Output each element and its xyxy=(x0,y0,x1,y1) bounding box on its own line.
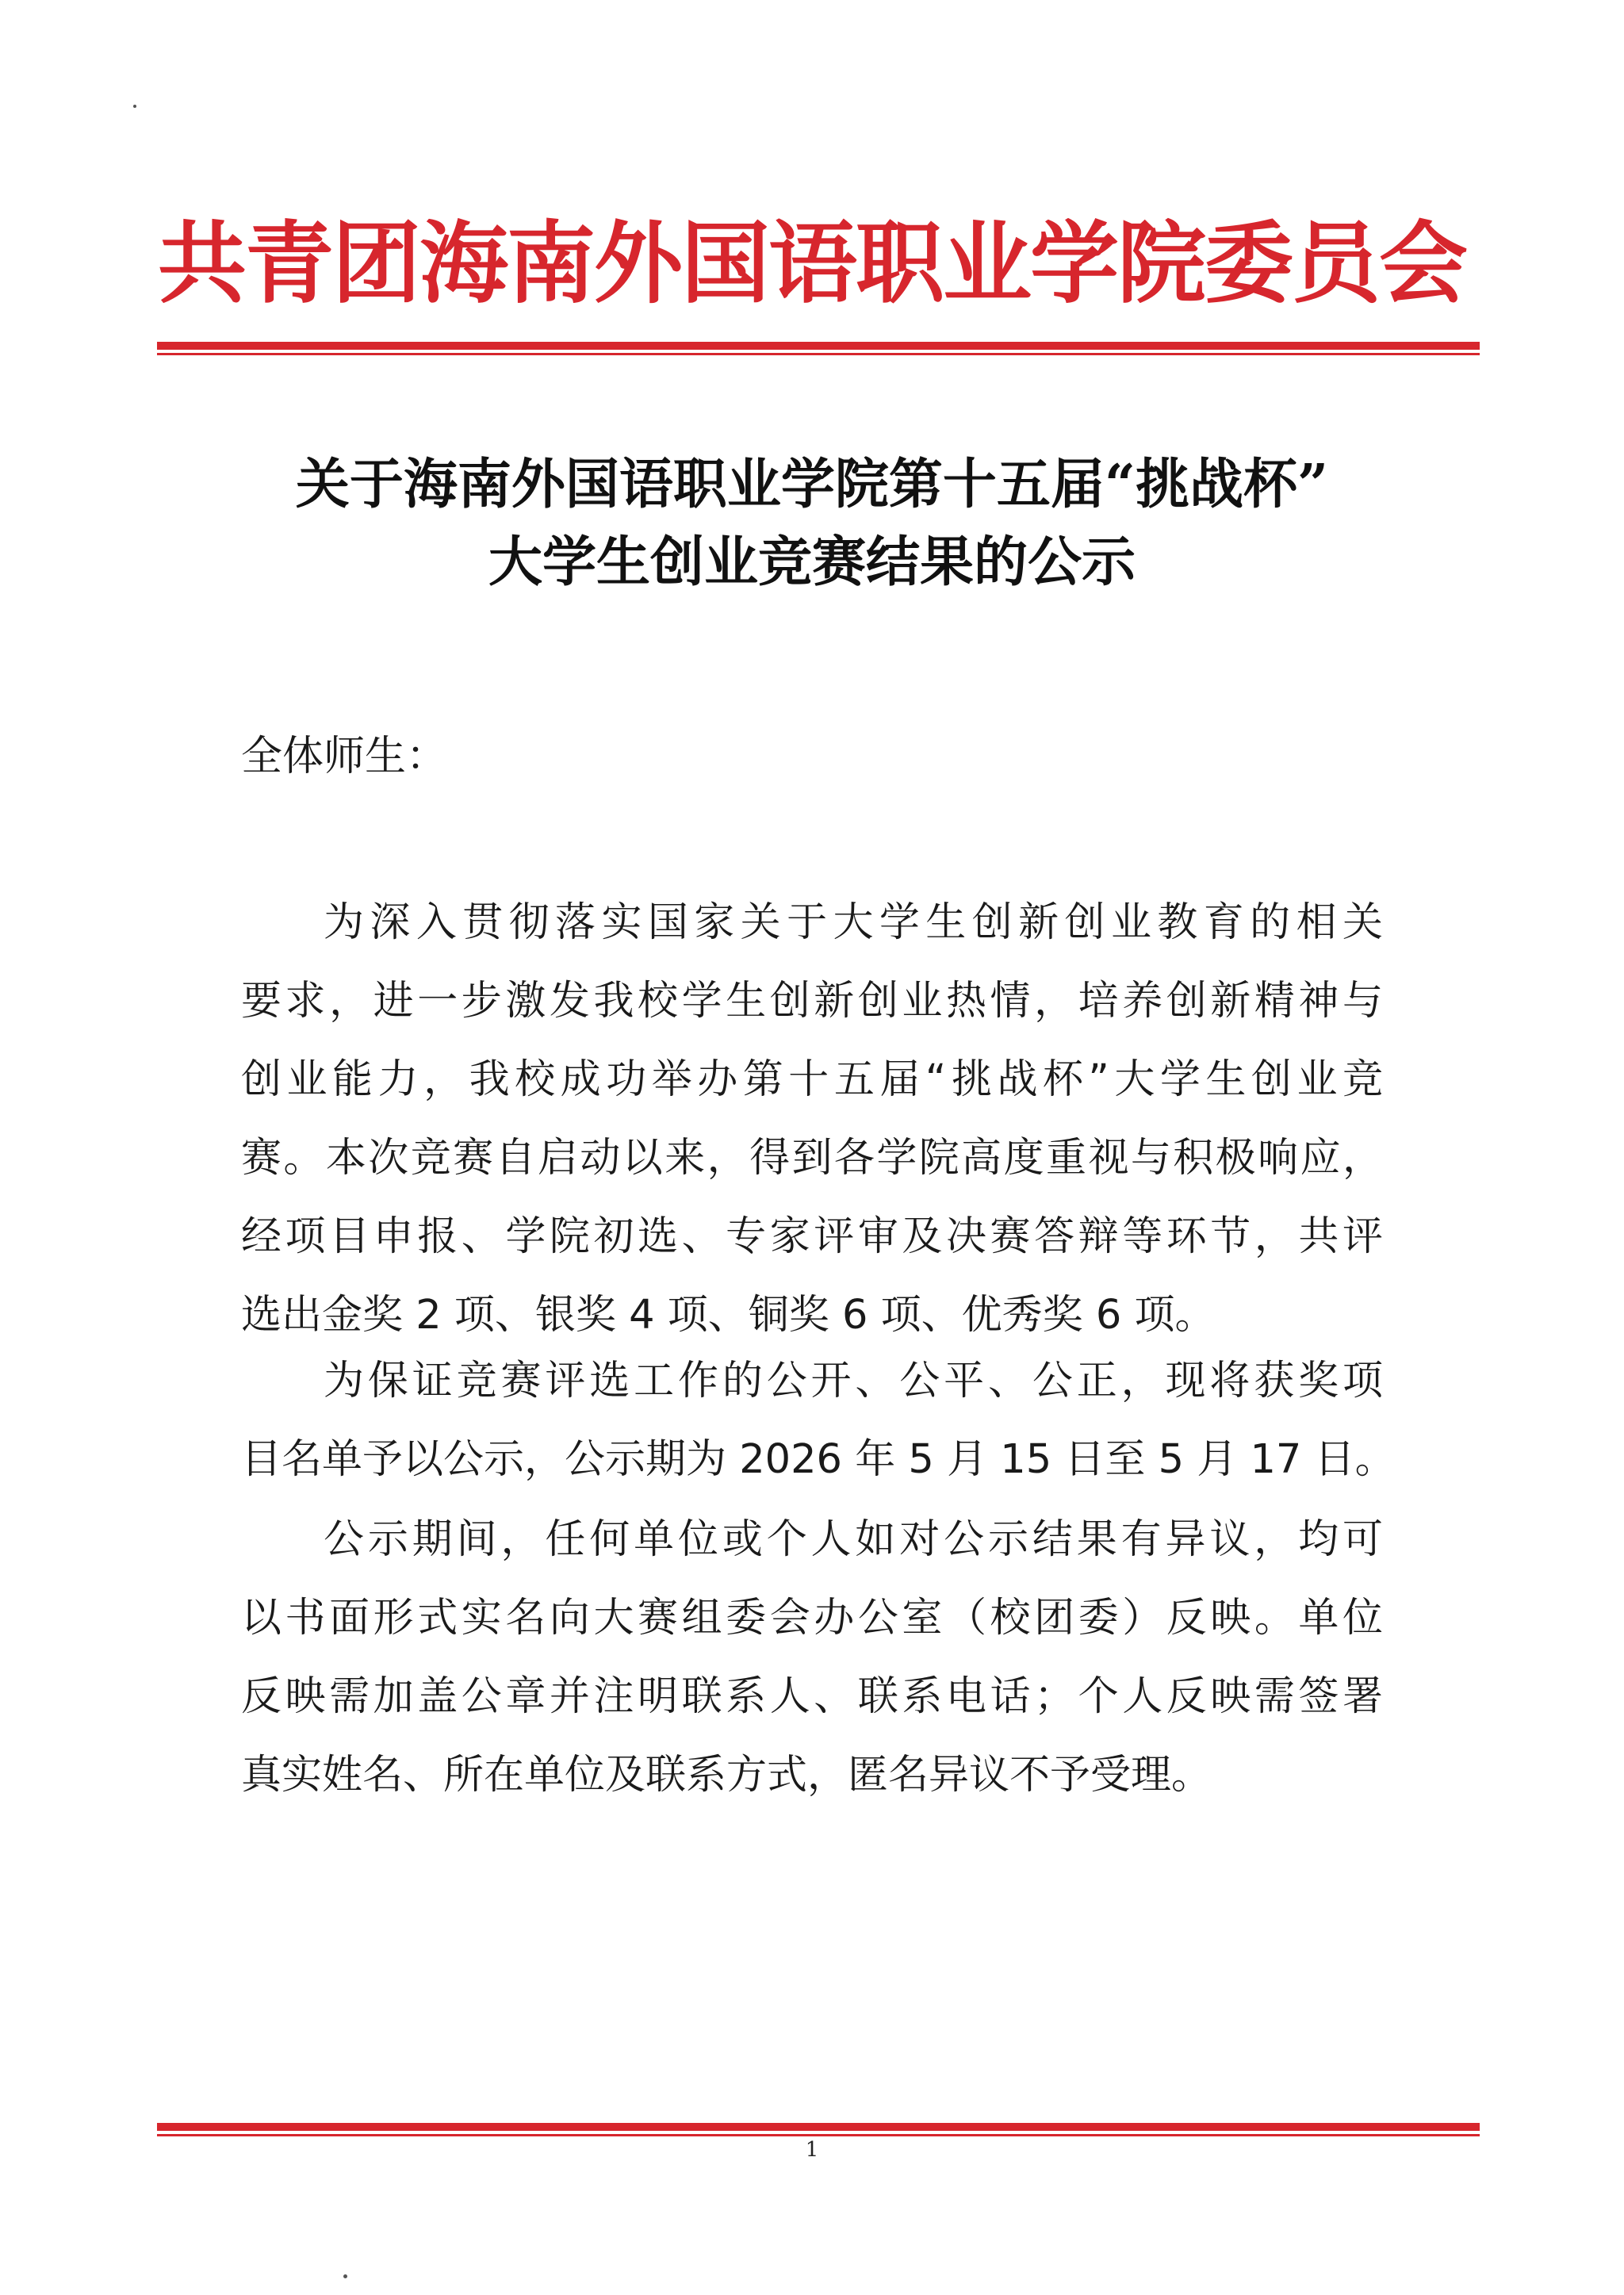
paragraph-line: 要求，进一步激发我校学生创新创业热情，培养创新精神与 xyxy=(241,978,1383,1025)
letterhead-org-name: 共青团海南外国语职业学院委员会 xyxy=(158,212,1466,316)
page-number: 1 xyxy=(805,2138,819,2162)
paragraph-line: 反映需加盖公章并注明联系人、联系电话；个人反映需签署 xyxy=(241,1673,1383,1720)
document-title-line-1: 关于海南外国语职业学院第十五届“挑战杯” xyxy=(295,453,1329,516)
paragraph-line: 为保证竞赛评选工作的公开、公平、公正，现将获奖项 xyxy=(324,1358,1383,1404)
rule-thick-line xyxy=(157,2123,1480,2131)
paragraph-1 xyxy=(241,883,1383,1354)
paragraph-line: 真实姓名、所在单位及联系方式，匿名异议不予受理。 xyxy=(241,1752,1212,1799)
paragraph-line: 目名单予以公示，公示期为 2026 年 5 月 15 日至 5 月 17 日。 xyxy=(241,1436,1396,1483)
rule-thin-line xyxy=(157,353,1480,355)
paragraph-line: 以书面形式实名向大赛组委会办公室（校团委）反映。单位 xyxy=(241,1595,1383,1642)
paragraph-line: 经项目申报、学院初选、专家评审及决赛答辩等环节，共评 xyxy=(241,1213,1383,1260)
paragraph-3 xyxy=(241,1500,1383,1814)
scan-speck xyxy=(343,2274,347,2278)
paragraph-line: 公示期间，任何单位或个人如对公示结果有异议，均可 xyxy=(324,1516,1383,1563)
paragraph-line: 为深入贯彻落实国家关于大学生创新创业教育的相关 xyxy=(324,899,1383,946)
rule-thick-line xyxy=(157,342,1480,350)
letterhead-red-rule xyxy=(157,342,1480,355)
document-title-line-2: 大学生创业竞赛结果的公示 xyxy=(488,531,1136,594)
scan-speck xyxy=(133,105,136,108)
paragraph-line: 选出金奖 2 项、银奖 4 项、铜奖 6 项、优秀奖 6 项。 xyxy=(241,1292,1216,1339)
paragraph-line: 赛。本次竞赛自启动以来，得到各学院高度重视与积极响应， xyxy=(241,1135,1383,1182)
footer-red-rule xyxy=(157,2123,1480,2136)
paragraph-line: 创业能力，我校成功举办第十五届“挑战杯”大学生创业竞 xyxy=(241,1056,1383,1103)
salutation: 全体师生： xyxy=(241,733,448,780)
paragraph-2 xyxy=(241,1342,1396,1499)
